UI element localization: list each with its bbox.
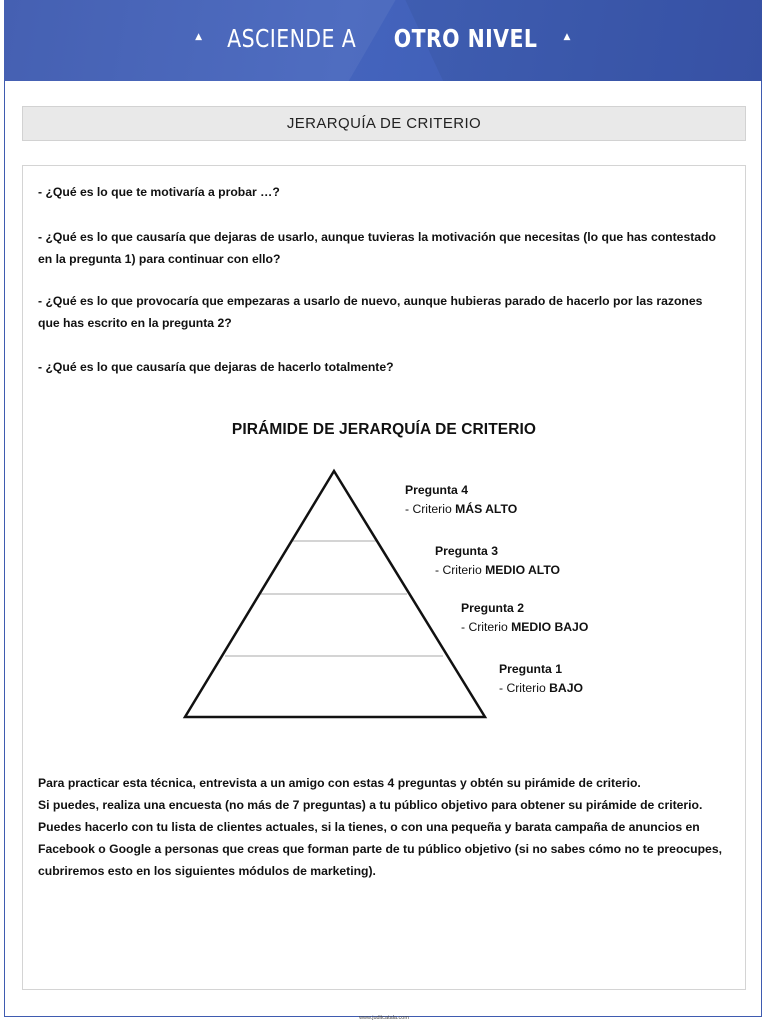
pyramid-label-3 [435, 542, 560, 580]
pyramid-label-level: MÁS ALTO [455, 502, 518, 516]
title-light: ASCIENDE A [226, 24, 356, 53]
pyramid-label-level: MEDIO ALTO [485, 563, 561, 577]
pyramid-label-level: BAJO [549, 681, 583, 695]
pyramid-label-4 [405, 481, 517, 519]
instructions-line-2: Si puedes, realiza una encuesta (no más de 7 preguntas) a tu público objetivo para obtener su pirámide de criterio. Puedes hacerlo con tu lista de clientes actuales, si la tienes, o con una pequeña y barata campaña de anuncios en Facebook o Google a personas que creas que forman parte de tu público objetivo (si no sabes cómo no te preocupes, cubriremos esto en los siguientes módulos de marketing). [38, 798, 722, 878]
question-4: - ¿Qué es lo que causaría que dejaras de hacerlo totalmente? [38, 360, 394, 374]
pyramid-label-heading: Pregunta 3 [435, 544, 498, 558]
pyramid-label-prefix: - Criterio [499, 681, 550, 695]
pyramid-label-level: MEDIO BAJO [511, 620, 589, 634]
instructions [38, 772, 738, 882]
instructions-line-1: Para practicar esta técnica, entrevista a un amigo con estas 4 preguntas y obtén su pirámide de criterio. [38, 776, 641, 790]
pyramid-label-1 [499, 660, 583, 698]
pyramid-label-prefix: - Criterio [435, 563, 486, 577]
pyramid-label-prefix: - Criterio [461, 620, 512, 634]
pyramid-label-prefix: - Criterio [405, 502, 456, 516]
question-2: - ¿Qué es lo que causaría que dejaras de usarlo, aunque tuvieras la motivación que necesitas (lo que has contestado en la pregunta 1) para continuar con ello? [38, 230, 716, 266]
question-3: - ¿Qué es lo que provocaría que empezaras a usarlo de nuevo, aunque hubieras parado de hacerlo por las razones que has escrito en la pregunta 2? [38, 294, 703, 330]
section-title: JERARQUÍA DE CRITERIO [22, 106, 746, 141]
question-1: - ¿Qué es lo que te motivaría a probar …? [38, 185, 280, 199]
title-bold: OTRO NIVEL [394, 24, 538, 53]
pyramid-label-heading: Pregunta 2 [461, 601, 524, 615]
triangle-up-icon: ▲ [563, 32, 571, 42]
pyramid-label-heading: Pregunta 1 [499, 662, 562, 676]
footer-url: www.juditcatala.com [359, 1015, 409, 1021]
pyramid-label-heading: Pregunta 4 [405, 483, 468, 497]
triangle-up-icon: ▲ [195, 32, 203, 42]
pyramid-label-2 [461, 599, 588, 637]
pyramid-title: PIRÁMIDE DE JERARQUÍA DE CRITERIO [231, 421, 537, 438]
